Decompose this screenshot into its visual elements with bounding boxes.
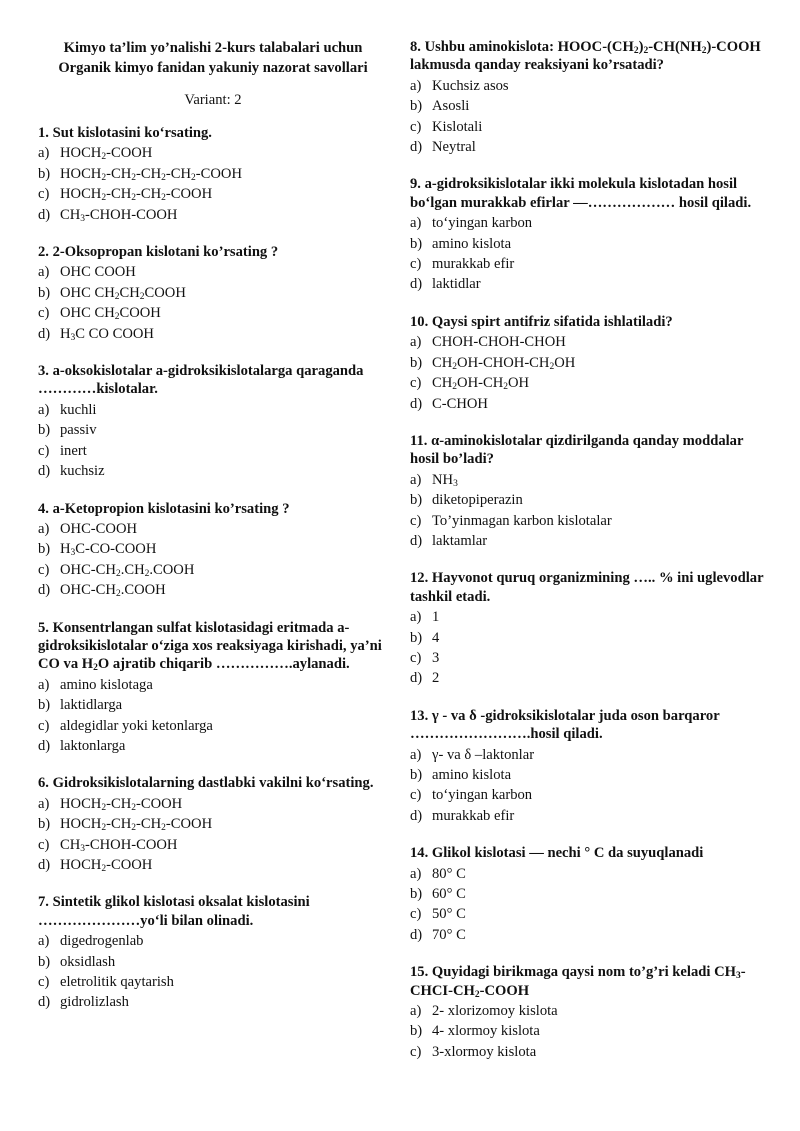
option-letter: b) [38,284,51,301]
subscript: 2 [101,802,107,813]
subscript: 2 [115,589,121,600]
option-text: 2 [432,670,440,687]
subscript: 2 [139,291,145,302]
option-letter: d) [38,857,51,873]
answer-option [38,992,388,1012]
option-letter: a) [38,933,50,950]
answer-option [410,904,764,924]
option-letter: b) [38,953,51,970]
question-block [38,500,388,601]
right-column [410,38,764,1080]
option-text: 3-xlormoy kislota [432,1043,537,1060]
option-text: 4- xlormoy kislota [432,1023,540,1040]
answer-option [38,441,388,461]
option-letter: b) [38,422,51,439]
subscript: 2 [549,361,555,372]
option-text: OHC-$CH_2.CH_2.COOH$ [60,561,195,579]
option-text: OHC-COOH [60,520,138,537]
option-letter: d) [38,463,51,480]
answer-options [410,76,764,158]
answer-options [38,143,388,225]
option-letter: d) [410,532,423,549]
option-letter: a) [38,676,50,693]
answer-options [410,1001,764,1062]
option-letter: c) [410,256,422,273]
answer-options [38,931,388,1013]
option-text: aldegidlar yoki ketonlarga [60,717,213,734]
subscript: 2 [701,46,707,56]
question-text: 1. Sut kislotasini ko‘rsating. [38,125,212,141]
option-text: murakkab efir [432,807,515,824]
answer-option [38,164,388,184]
answer-option [38,420,388,440]
answer-option [38,835,388,855]
option-letter: c) [410,906,422,923]
question-text: 15. Quyidagi birikmaga qaysi nom to’g’ri keladi $CH_3-CHCI-CH_2$-COOH [410,964,746,1000]
option-text: 70° C [432,926,466,943]
answer-option [38,716,388,736]
answer-option [410,76,764,96]
option-letter: a) [38,795,50,812]
subscript: 2 [161,823,166,834]
answer-option [38,184,388,204]
option-letter: b) [410,354,423,371]
option-text: 80° C [432,865,466,882]
answer-option [38,855,388,875]
option-text: 1 [432,609,440,626]
option-letter: b) [410,1023,423,1040]
option-text: to‘yingan karbon [432,215,533,232]
question-text: 4. a-Ketopropion kislotasini ko’rsating ? [38,500,290,517]
answer-option [410,785,764,805]
option-letter: c) [410,375,422,392]
answer-option [410,213,764,233]
answer-option [410,96,764,116]
option-letter: b) [410,235,423,252]
answer-option [410,274,764,294]
option-letter: d) [410,926,423,943]
answer-option [410,668,764,688]
option-letter: a) [410,746,422,763]
subscript: 2 [115,568,121,579]
option-text: amino kislotaga [60,676,153,693]
answer-option [38,324,388,344]
question-text: 11. α-aminokislotalar qizdirilganda qanday moddalar hosil bo’ladi? [410,432,744,468]
subscript: 2 [131,802,136,813]
left-column [38,38,388,1031]
answer-option [410,117,764,137]
subscript: 3 [80,213,86,224]
subscript: 2 [114,312,120,323]
option-letter: c) [410,787,422,804]
question-block [38,124,388,225]
option-letter: d) [410,139,423,156]
subscript: 2 [114,291,120,302]
option-letter: b) [410,98,423,115]
answer-option [38,952,388,972]
question-block [38,362,388,481]
option-text: To’yinmagan karbon kislotalar [432,512,612,529]
option-letter: a) [410,471,422,488]
answer-option [410,884,764,904]
subscript: 2 [101,193,107,204]
answer-option [38,814,388,834]
question-block [410,432,764,551]
option-letter: a) [410,334,422,351]
answer-options [38,794,388,876]
subscript: 3 [70,332,76,343]
option-text: $NH_3$ [432,471,458,489]
option-text: inert [60,442,87,459]
question-block [410,844,764,945]
answer-options [38,400,388,482]
option-text: laktidlarga [60,697,123,714]
option-letter: c) [38,717,50,734]
subscript: 2 [101,152,107,163]
answer-option [410,1001,764,1021]
question-text: 9. a-gidroksikislotalar ikki molekula kislotadan hosil bo‘lgan murakkab efirlar —……………… hosil qiladi. [410,176,752,211]
option-letter: b) [410,629,423,646]
answer-option [38,143,388,163]
option-letter: a) [410,77,422,94]
option-letter: b) [38,816,51,833]
option-letter: c) [38,561,50,578]
answer-option [38,539,388,559]
option-text: amino kislota [432,235,512,252]
option-text: 2- xlorizomoy kislota [432,1003,558,1020]
option-letter: b) [410,767,423,783]
option-letter: c) [410,512,422,529]
option-text: C-CHOH [432,395,488,412]
answer-option [410,332,764,352]
option-text: Asosli [432,98,470,115]
subscript: 2 [101,864,107,874]
option-text: $HOCH_2$-COOH [60,857,153,874]
question-list-right [410,38,764,1062]
answer-option [410,765,764,785]
answer-options [410,332,764,414]
answer-option [410,490,764,510]
option-text: OHC-$CH_2.COOH$ [60,582,166,600]
answer-option [410,511,764,531]
option-text: $HOCH_2-CH_2$-COOH [60,795,183,813]
option-letter: d) [410,276,423,293]
answer-option [410,607,764,627]
option-letter: b) [410,886,423,903]
answer-options [410,607,764,689]
subscript: 3 [735,971,741,982]
answer-option [38,794,388,814]
question-list-left [38,124,388,1013]
option-text: OHC $CH_2COOH$ [60,305,161,323]
subscript: 2 [144,568,150,579]
subscript: 2 [161,193,166,204]
option-text: Kuchsiz asos [432,77,509,94]
subscript: 3 [453,478,458,489]
option-text: $CH_2OH-CHOH-CH_2OH$ [432,354,576,372]
option-letter: a) [38,264,50,281]
answer-option [38,560,388,580]
option-letter: d) [38,994,51,1011]
answer-option [410,1042,764,1062]
subscript: 2 [101,823,107,834]
answer-options [410,745,764,827]
exam-title-line-2: Organik kimyo fanidan yakuniy nazorat savollari [58,60,368,76]
option-letter: a) [38,401,50,418]
answer-option [410,648,764,668]
question-block [38,893,388,1012]
subscript: 2 [633,46,639,56]
option-letter: d) [410,807,423,824]
option-text: oksidlash [60,953,116,970]
option-letter: b) [38,697,51,714]
subscript: 3 [70,548,76,559]
question-block [410,175,764,294]
option-text: 4 [432,629,440,646]
option-letter: a) [410,215,422,232]
option-text: Neytral [432,139,476,156]
answer-option [410,628,764,648]
option-text: gidrolizlash [60,994,129,1011]
option-text: γ- va δ –laktonlar [432,746,535,763]
option-text: passiv [60,422,97,439]
subscript: 2 [161,172,166,183]
question-text: 6. Gidroksikislotalarning dastlabki vakilni ko‘rsating. [38,775,374,792]
option-letter: d) [38,737,51,754]
answer-options [410,864,764,946]
answer-option [38,205,388,225]
question-text: 14. Glikol kislotasi — nechi ° C da suyuqlanadi [410,845,704,862]
question-text: 2. 2-Oksopropan kislotani ko’rsating ? [38,244,279,261]
option-text: $CH_3-CHOH$-COOH [60,206,178,224]
option-letter: a) [410,1003,422,1020]
answer-option [410,864,764,884]
subscript: 2 [93,663,98,674]
answer-option [38,736,388,756]
option-text: Kislotali [432,118,483,135]
answer-option [410,470,764,490]
option-text: laktamlar [432,532,488,549]
option-letter: a) [38,520,50,537]
answer-option [38,931,388,951]
option-text: kuchli [60,401,97,418]
option-letter: b) [38,541,51,558]
answer-option [38,695,388,715]
answer-options [38,262,388,344]
option-text: $CH_2OH-CH_2OH$ [432,375,530,393]
option-text: CHOH-CHOH-CHOH [432,334,566,351]
option-letter: c) [410,649,422,666]
answer-options [38,675,388,757]
question-block [38,619,388,757]
option-letter: a) [410,609,422,626]
option-text: $H_3C-CO$-COOH [60,541,157,559]
option-text: laktidlar [432,276,481,293]
subscript: 2 [131,823,136,834]
question-block [410,313,764,414]
answer-option [38,461,388,481]
answer-option [410,1021,764,1041]
question-block [410,38,764,157]
option-letter: d) [38,582,51,599]
answer-option [38,303,388,323]
option-text: murakkab efir [432,256,515,273]
answer-option [410,254,764,274]
option-text: laktonlarga [60,737,126,754]
option-letter: d) [410,670,423,687]
answer-options [38,519,388,601]
option-text: 3 [432,649,440,666]
option-letter: c) [410,118,422,135]
answer-option [410,394,764,414]
answer-options [410,213,764,295]
option-text: 60° C [432,886,466,903]
question-block [38,243,388,344]
answer-option [38,972,388,992]
option-text: 50° C [432,906,466,923]
question-text: 13. γ - va δ -gidroksikislotalar juda oson barqaror …………………….hosil qiladi. [410,707,720,743]
option-letter: a) [38,145,50,162]
question-block [38,774,388,875]
option-letter: d) [38,206,51,223]
question-text: 8. Ushbu aminokislota: HOOC-$(CH_2)_2-CH(NH_2)$-COOH lakmusda qanday reaksiyani ko’rsatadi? [410,39,761,74]
question-block [410,569,764,688]
subscript: 2 [643,46,649,56]
option-letter: c) [410,1043,422,1060]
question-text: 12. Hayvonot quruq organizmining ….. % ini uglevodlar tashkil etadi. [410,570,764,605]
answer-option [38,580,388,600]
option-text: amino kislota [432,767,512,783]
subscript: 2 [503,382,508,393]
answer-option [410,806,764,826]
subscript: 2 [131,172,136,183]
option-letter: c) [38,305,50,322]
answer-option [410,234,764,254]
option-text: $HOCH_2-CH_2-CH_2$-COOH [60,186,213,204]
option-text: $H_3C$ CO COOH [60,325,154,343]
option-letter: c) [38,442,50,459]
question-text: 7. Sintetik glikol kislotasi oksalat kislotasini …………………yo‘li bilan olinadi. [38,894,310,929]
option-letter: b) [410,492,423,509]
answer-option [410,531,764,551]
subscript: 2 [452,361,458,372]
option-letter: b) [38,165,51,182]
answer-option [38,519,388,539]
answer-option [410,373,764,393]
answer-option [38,283,388,303]
option-text: to‘yingan karbon [432,787,533,804]
subscript: 2 [101,172,107,183]
option-text: OHC COOH [60,264,136,281]
answer-option [410,137,764,157]
option-letter: c) [38,186,50,203]
option-text: $HOCH_2-CH_2-CH_2$-COOH [60,816,213,834]
option-text: $CH_3-CHOH$-COOH [60,836,178,854]
answer-option [38,262,388,282]
option-letter: c) [38,974,50,991]
option-letter: a) [410,865,422,882]
option-text: kuchsiz [60,463,105,480]
subscript: 2 [131,193,136,204]
answer-option [410,745,764,765]
answer-option [38,675,388,695]
option-text: eletrolitik qaytarish [60,974,174,991]
exam-title-line-1: Kimyo ta’lim yo’nalishi 2-kurs talabalari uchun [63,40,363,56]
option-text: $HOCH_2$-COOH [60,145,153,163]
answer-option [410,353,764,373]
option-text: $HOCH_2-CH_2-CH_2-CH_2$-COOH [60,165,242,183]
subscript: 2 [474,989,480,1000]
option-text: diketopiperazin [432,492,523,509]
variant-label: Variant: 2 [184,92,242,108]
option-letter: d) [38,325,51,342]
option-text: digedrogenlab [60,933,144,950]
question-block [410,963,764,1062]
answer-option [410,925,764,945]
exam-title [38,38,388,78]
question-block [410,707,764,826]
answer-option [38,400,388,420]
question-text: 3. a-oksokislotalar a-gidroksikislotalarga qaraganda …………kislotalar. [38,363,364,398]
subscript: 2 [452,382,458,393]
subscript: 3 [80,843,86,854]
subscript: 2 [191,172,196,183]
question-text: 10. Qaysi spirt antifriz sifatida ishlatiladi? [410,313,673,330]
option-letter: d) [410,395,423,412]
answer-options [410,470,764,552]
option-letter: c) [38,836,50,853]
option-text: OHC $CH_2CH_2COOH$ [60,284,186,302]
question-text: 5. Konsentrlangan sulfat kislotasidagi eritmada a-gidroksikislotalar o‘ziga xos reaksiyaga kirishadi, ya’ni CO va $H_2O$ ajratib chiqarib …………….aylanadi. [38,619,382,674]
